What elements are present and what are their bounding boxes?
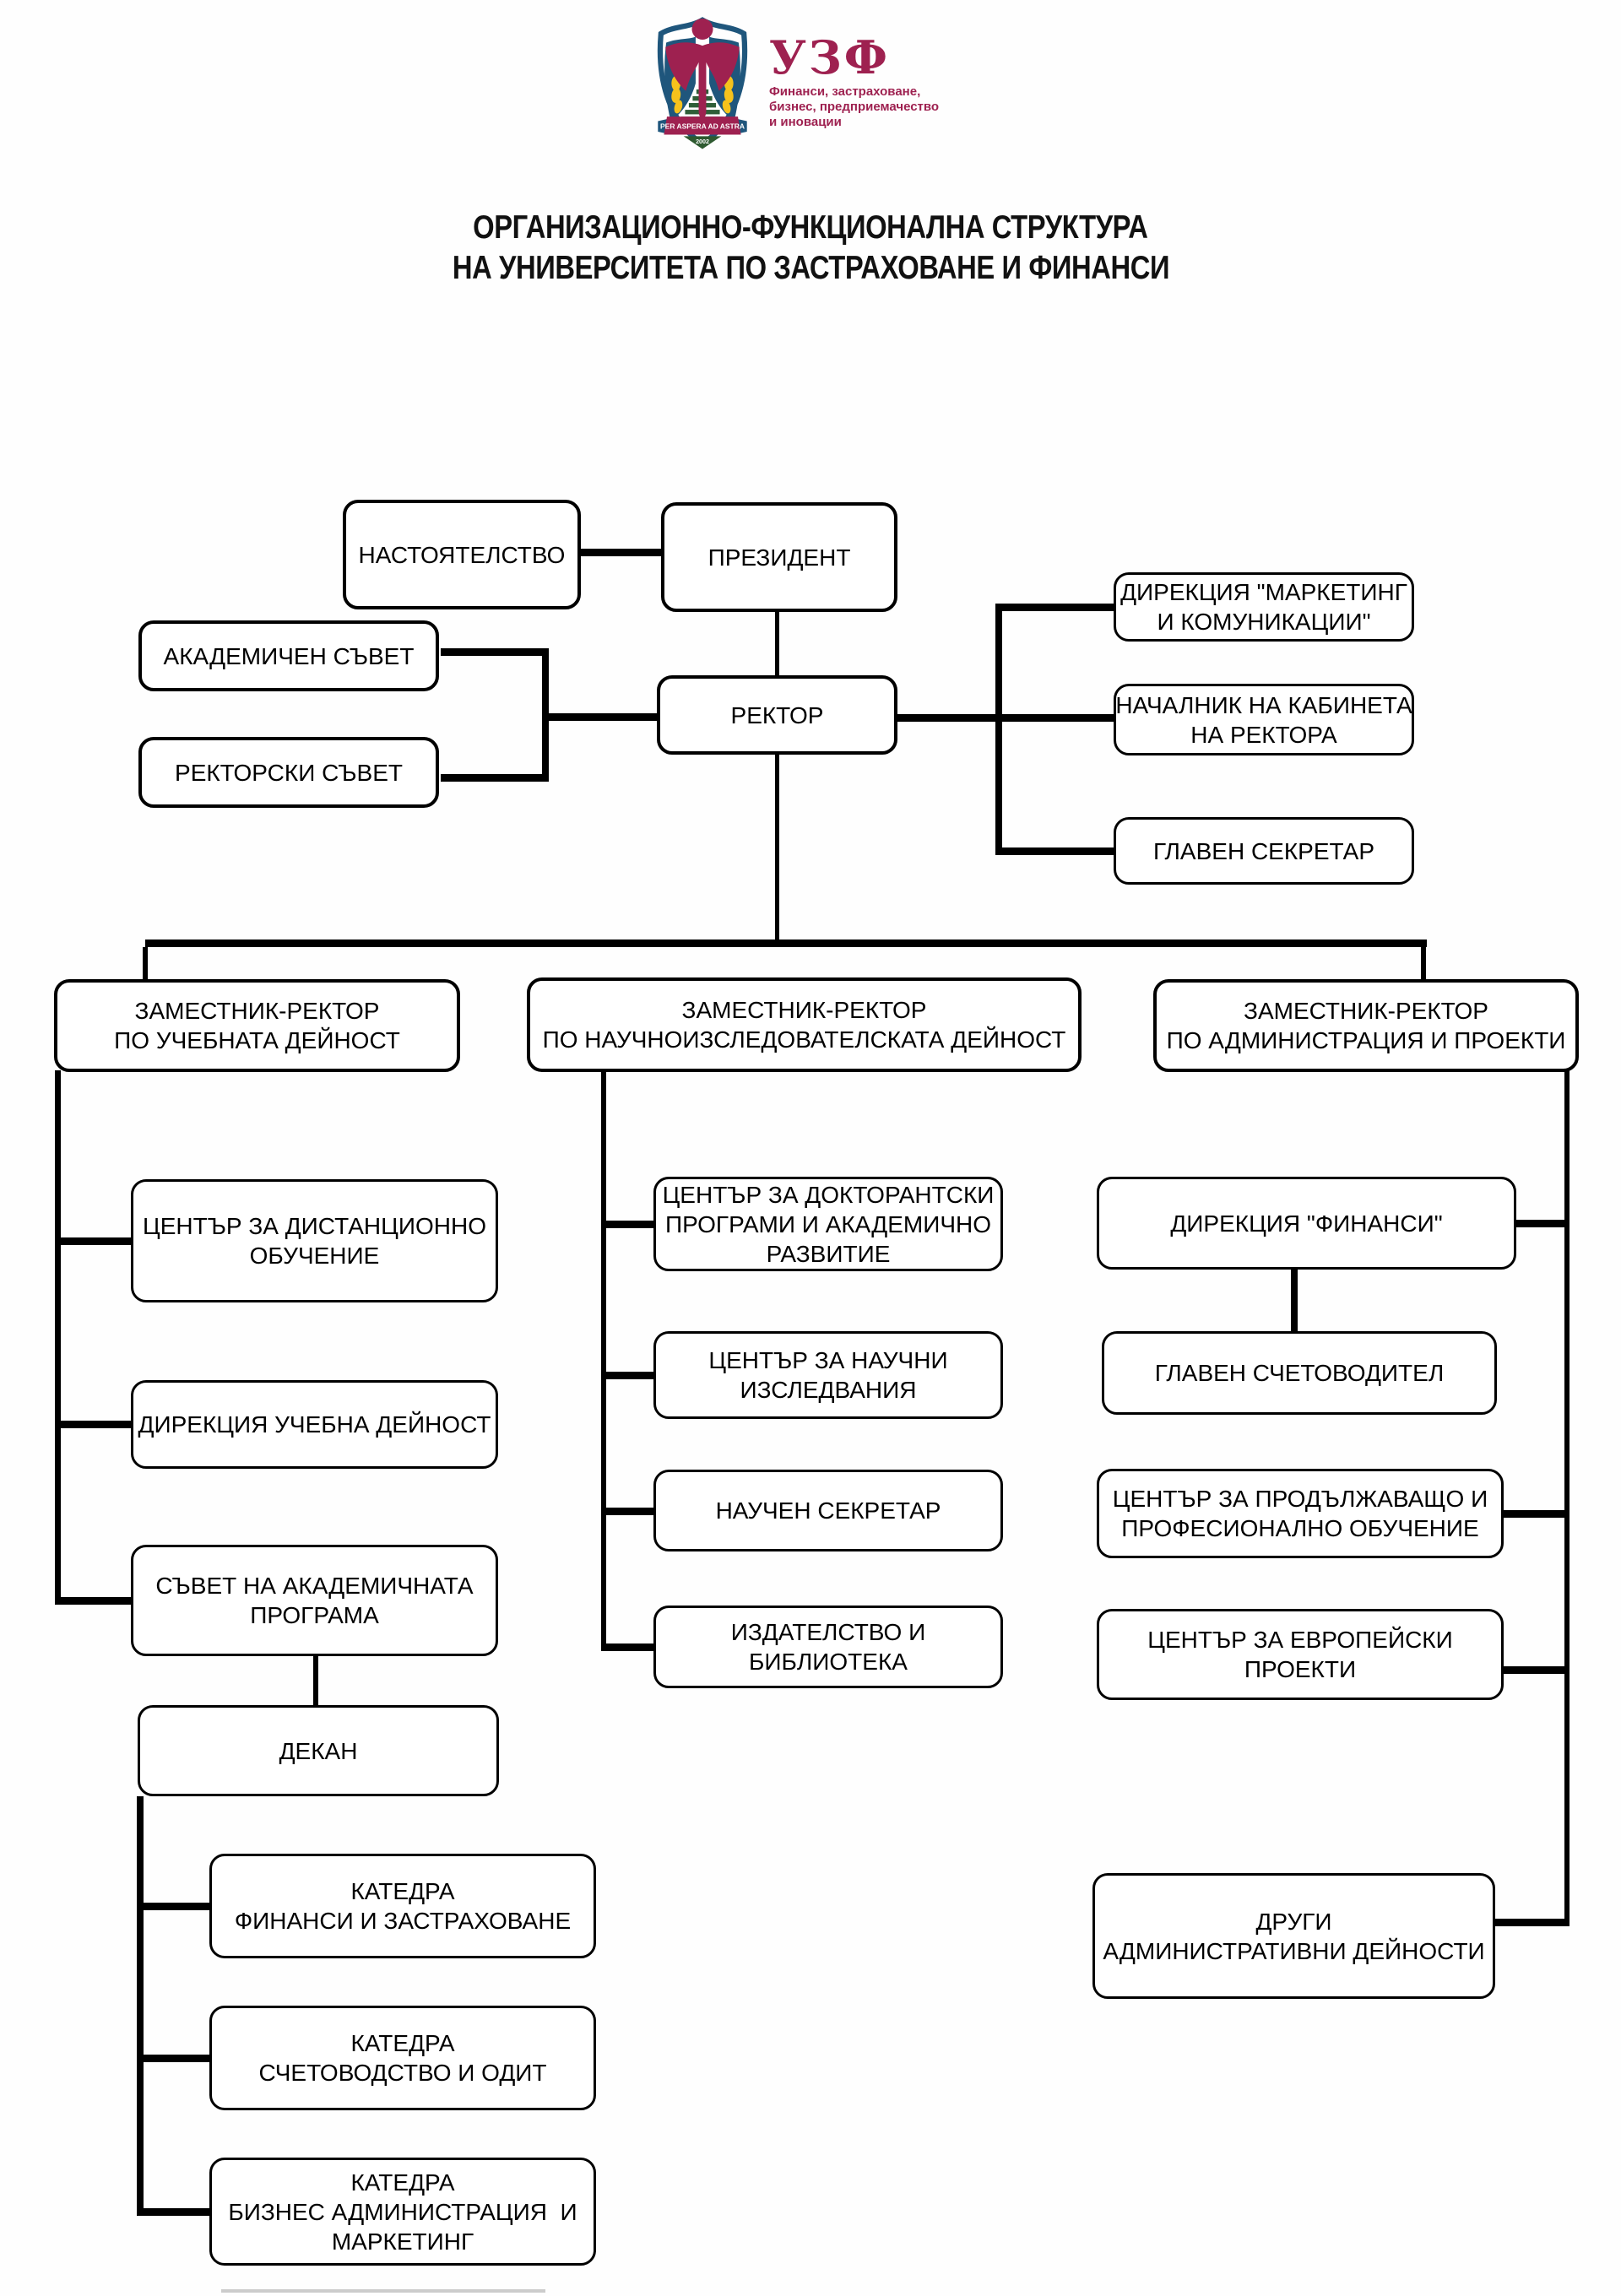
connector-bracket-rektor — [549, 713, 657, 721]
connector-stub-dir-uchebna — [61, 1421, 131, 1428]
connector-prezident-rektor — [775, 612, 779, 675]
connector-stub-glaven-sekretar — [1002, 847, 1114, 855]
org-node-nachalnik-kabinet: НАЧАЛНИК НА КАБИНЕТА НА РЕКТОРА — [1114, 684, 1414, 755]
connector-stub-nauchen-sekretar — [606, 1508, 653, 1515]
connector-stub-katedra-schetovodstvo — [144, 2055, 209, 2062]
page-bottom-artifact — [221, 2289, 545, 2293]
connector-stub-nauchni — [606, 1372, 653, 1379]
connector-stub-evropeyski — [1504, 1666, 1564, 1674]
page-title-line-2: НА УНИВЕРСИТЕТА ПО ЗАСТРАХОВАНЕ И ФИНАНСИ — [452, 250, 1169, 286]
org-node-glaven-sekretar: ГЛАВЕН СЕКРЕТАР — [1114, 817, 1414, 885]
org-node-direktsiya-finansi: ДИРЕКЦИЯ "ФИНАНСИ" — [1097, 1177, 1516, 1270]
org-node-zam-rektor-uchebna: ЗАМЕСТНИК-РЕКТОР ПО УЧЕБНАТА ДЕЙНОСТ — [54, 979, 460, 1072]
org-node-rektorski-savet: РЕКТОРСКИ СЪВЕТ — [138, 737, 439, 808]
org-node-savet-akademichna: СЪВЕТ НА АКАДЕМИЧНАТА ПРОГРАМА — [131, 1545, 498, 1656]
connector-stub-katedra-finansi — [144, 1903, 209, 1910]
connector-dirfinansi-schetovoditel — [1291, 1270, 1298, 1331]
connector-stub-izdatelstvo — [606, 1643, 653, 1651]
connector-nastoyatelstvo-prezident — [581, 549, 661, 556]
org-node-tsentar-doktorantski: ЦЕНТЪР ЗА ДОКТОРАНТСКИ ПРОГРАМИ И АКАДЕМИЧНО РАЗВИТИЕ — [653, 1177, 1003, 1271]
org-node-prezident: ПРЕЗИДЕНТ — [661, 502, 897, 612]
org-node-katedra-biznes: КАТЕДРА БИЗНЕС АДМИНИСТРАЦИЯ И МАРКЕТИНГ — [209, 2158, 596, 2266]
logo-text-block — [769, 14, 939, 162]
org-node-tsentar-evropeyski: ЦЕНТЪР ЗА ЕВРОПЕЙСКИ ПРОЕКТИ — [1097, 1609, 1504, 1700]
connector-stub-prodalzhavashto — [1504, 1510, 1564, 1518]
org-node-tsentar-nauchni: ЦЕНТЪР ЗА НАУЧНИ ИЗСЛЕДВАНИЯ — [653, 1331, 1003, 1419]
org-node-zam-rektor-nauchna: ЗАМЕСТНИК-РЕКТОР ПО НАУЧНОИЗСЛЕДОВАТЕЛСКАТА ДЕЙНОСТ — [527, 977, 1082, 1072]
connector-dekan-spine — [137, 1796, 144, 2216]
connector-rektor-right-group — [897, 714, 1114, 722]
university-logo — [646, 14, 1000, 162]
connector-left-column-spine — [55, 1070, 61, 1605]
page-title — [0, 208, 1621, 289]
logo-year: 2002 — [696, 138, 709, 146]
org-node-izdatelstvo: ИЗДАТЕЛСТВО И БИБЛИОТЕКА — [653, 1606, 1003, 1688]
org-node-nastoyatelstvo: НАСТОЯТЕЛСТВО — [343, 500, 581, 609]
connector-stub-distantsionno — [61, 1237, 131, 1245]
connector-stub-doktorantski — [606, 1221, 653, 1228]
connector-savet-dekan — [313, 1656, 318, 1705]
connector-rektor-trunk — [775, 755, 779, 941]
connector-right-group-spine — [995, 604, 1002, 855]
connector-stub-katedra-biznes — [144, 2208, 209, 2216]
connector-rektorski-bracket — [441, 774, 549, 782]
logo-acronym: УЗФ — [769, 30, 890, 84]
connector-akademichen-bracket — [441, 648, 549, 656]
connector-bracket-vertical — [542, 648, 549, 782]
org-node-direktsiya-uchebna: ДИРЕКЦИЯ УЧЕБНА ДЕЙНОСТ — [131, 1380, 498, 1469]
connector-stub-dir-finansi — [1516, 1220, 1564, 1227]
org-node-katedra-schetovodstvo: КАТЕДРА СЧЕТОВОДСТВО И ОДИТ — [209, 2006, 596, 2110]
connector-trunk-drop-right — [1421, 947, 1426, 979]
page-title-line-1: ОРГАНИЗАЦИОННО-ФУНКЦИОНАЛНА СТРУКТУРА — [473, 209, 1148, 246]
org-node-nauchen-sekretar: НАУЧЕН СЕКРЕТАР — [653, 1470, 1003, 1551]
logo-tagline: Финанси, застраховане, бизнес, предприемачество и иновации — [769, 84, 940, 129]
logo-motto: PER ASPERA AD ASTRA — [660, 122, 745, 131]
logo-shield-icon — [646, 14, 759, 150]
org-node-glaven-schetovoditel: ГЛАВЕН СЧЕТОВОДИТЕЛ — [1102, 1331, 1497, 1415]
org-node-drugi-deynosti: ДРУГИ АДМИНИСТРАТИВНИ ДЕЙНОСТИ — [1092, 1873, 1495, 1999]
connector-middle-column-spine — [601, 1070, 606, 1651]
connector-stub-marketing — [1002, 604, 1114, 611]
connector-trunk-drop-left — [143, 947, 148, 979]
org-node-zam-rektor-admin: ЗАМЕСТНИК-РЕКТОР ПО АДМИНИСТРАЦИЯ И ПРОЕКТИ — [1153, 979, 1579, 1072]
connector-right-column-spine — [1564, 1070, 1569, 1926]
org-node-tsentar-distantsionno: ЦЕНТЪР ЗА ДИСТАНЦИОННО ОБУЧЕНИЕ — [131, 1179, 498, 1302]
connector-stub-drugi — [1495, 1919, 1564, 1926]
org-node-tsentar-prodalzhavashto: ЦЕНТЪР ЗА ПРОДЪЛЖАВАЩО И ПРОФЕСИОНАЛНО ОБУЧЕНИЕ — [1097, 1469, 1504, 1558]
org-node-rektor: РЕКТОР — [657, 675, 897, 755]
connector-trunk — [145, 940, 1427, 947]
org-node-dekan: ДЕКАН — [138, 1705, 499, 1796]
connector-stub-savet-akademichna — [61, 1597, 131, 1605]
org-node-direktsiya-marketing: ДИРЕКЦИЯ "МАРКЕТИНГ И КОМУНИКАЦИИ" — [1114, 572, 1414, 642]
org-node-akademichen-savet: АКАДЕМИЧЕН СЪВЕТ — [138, 620, 439, 691]
org-node-katedra-finansi: КАТЕДРА ФИНАНСИ И ЗАСТРАХОВАНЕ — [209, 1854, 596, 1958]
